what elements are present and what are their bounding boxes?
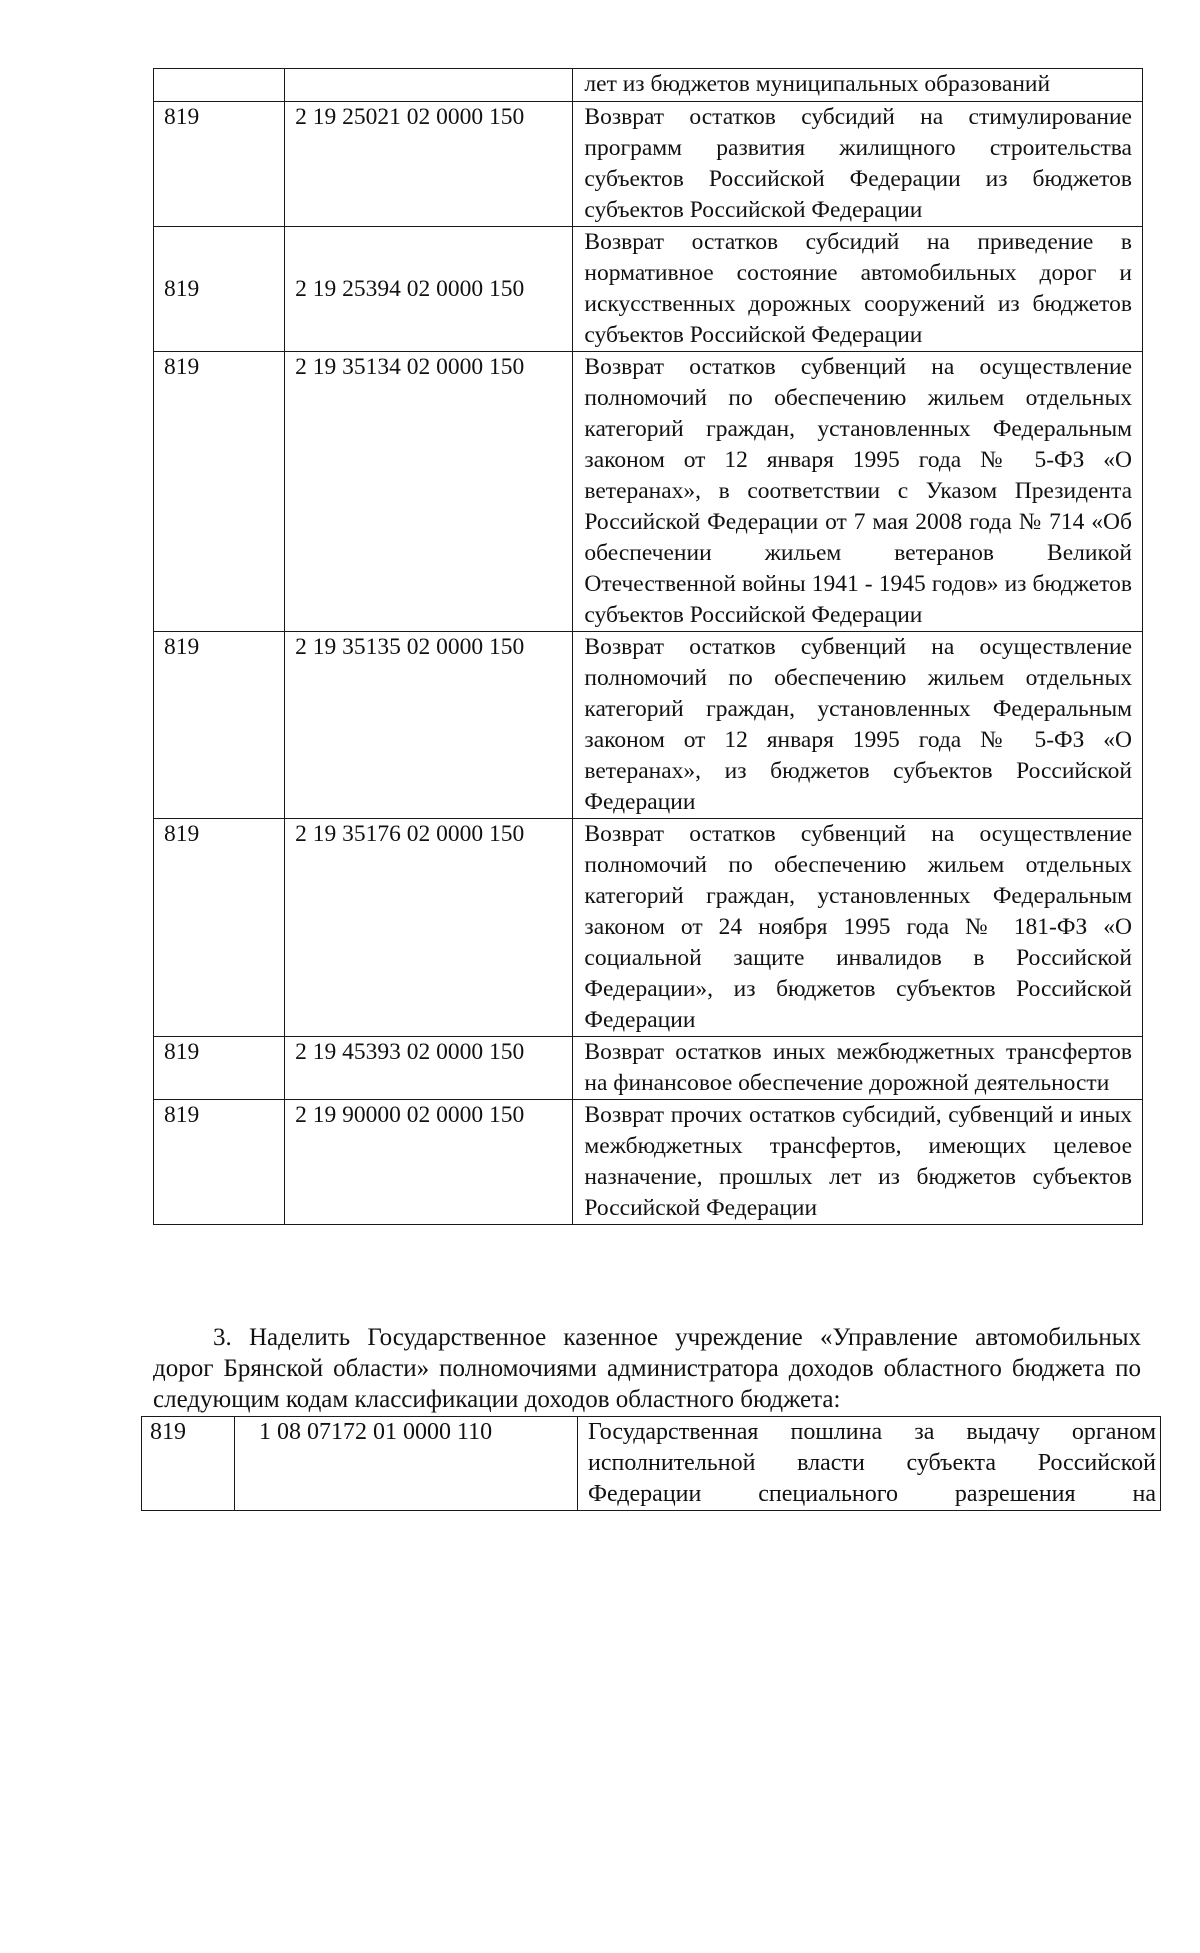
admin-code-cell: 819 [154,819,285,1037]
table-row [154,352,1143,632]
revenue-name-cell: Возврат остатков субвенций на осуществление полномочий по обеспечению жильем отдельных категорий граждан, установленных Федеральным законом от 12 января 1995 года № 5-ФЗ «О ветеранах», из бюджетов субъектов Российской Федерации [573,632,1143,819]
table-row [154,227,1143,352]
revenue-codes-table [153,68,1143,1225]
classification-code-cell: 2 19 35134 02 0000 150 [285,352,573,632]
table-row [154,632,1143,819]
classification-code-cell [285,69,573,102]
table-row [154,102,1143,227]
admin-code-cell: 819 [154,102,285,227]
classification-code-cell: 1 08 07172 01 0000 110 [235,1417,578,1511]
revenue-name-cell: Государственная пошлина за выдачу органом исполнительной власти субъекта Российской Федерации специального разрешения на [578,1417,1161,1511]
admin-code-cell: 819 [154,227,285,352]
revenue-name-cell: лет из бюджетов муниципальных образований [573,69,1143,102]
admin-code-cell: 819 [154,632,285,819]
revenue-name-cell: Возврат остатков субсидий на приведение в нормативное состояние автомобильных дорог и искусственных дорожных сооружений из бюджетов субъектов Российской Федерации [573,227,1143,352]
admin-code-cell: 819 [154,352,285,632]
classification-code-cell: 2 19 25394 02 0000 150 [285,227,573,352]
revenue-name-cell: Возврат остатков субвенций на осуществление полномочий по обеспечению жильем отдельных категорий граждан, установленных Федеральным законом от 24 ноября 1995 года № 181-ФЗ «О социальной защите инвалидов в Российской Федерации», из бюджетов субъектов Российской Федерации [573,819,1143,1037]
revenue-codes-table-2 [141,1416,1161,1511]
revenue-name-cell: Возврат остатков иных межбюджетных трансфертов на финансовое обеспечение дорожной деятельности [573,1037,1143,1100]
table-row [154,819,1143,1037]
revenue-name-cell: Возврат прочих остатков субсидий, субвенций и иных межбюджетных трансфертов, имеющих целевое назначение, прошлых лет из бюджетов субъектов Российской Федерации [573,1100,1143,1225]
admin-code-cell: 819 [154,1037,285,1100]
table-row [142,1417,1161,1511]
classification-code-cell: 2 19 35176 02 0000 150 [285,819,573,1037]
classification-code-cell: 2 19 45393 02 0000 150 [285,1037,573,1100]
classification-code-cell: 2 19 35135 02 0000 150 [285,632,573,819]
revenue-name-cell: Возврат остатков субсидий на стимулирование программ развития жилищного строительства субъектов Российской Федерации из бюджетов субъектов Российской Федерации [573,102,1143,227]
classification-code-cell: 2 19 90000 02 0000 150 [285,1100,573,1225]
admin-code-cell: 819 [154,1100,285,1225]
admin-code-cell: 819 [142,1417,235,1511]
table-row [154,1100,1143,1225]
admin-code-cell [154,69,285,102]
table-row [154,1037,1143,1100]
classification-code-cell: 2 19 25021 02 0000 150 [285,102,573,227]
table-row [154,69,1143,102]
paragraph-item-3: 3. Наделить Государственное казенное учреждение «Управление автомобильных дорог Брянской области» полномочиями администратора доходов областного бюджета по следующим кодам классификации доходов областного бюджета: [153,1324,1141,1413]
revenue-name-cell: Возврат остатков субвенций на осуществление полномочий по обеспечению жильем отдельных категорий граждан, установленных Федеральным законом от 12 января 1995 года № 5-ФЗ «О ветеранах», в соответствии с Указом Президента Российской Федерации от 7 мая 2008 года № 714 «Об обеспечении жильем ветеранов Великой Отечественной войны 1941 - 1945 годов» из бюджетов субъектов Российской Федерации [573,352,1143,632]
